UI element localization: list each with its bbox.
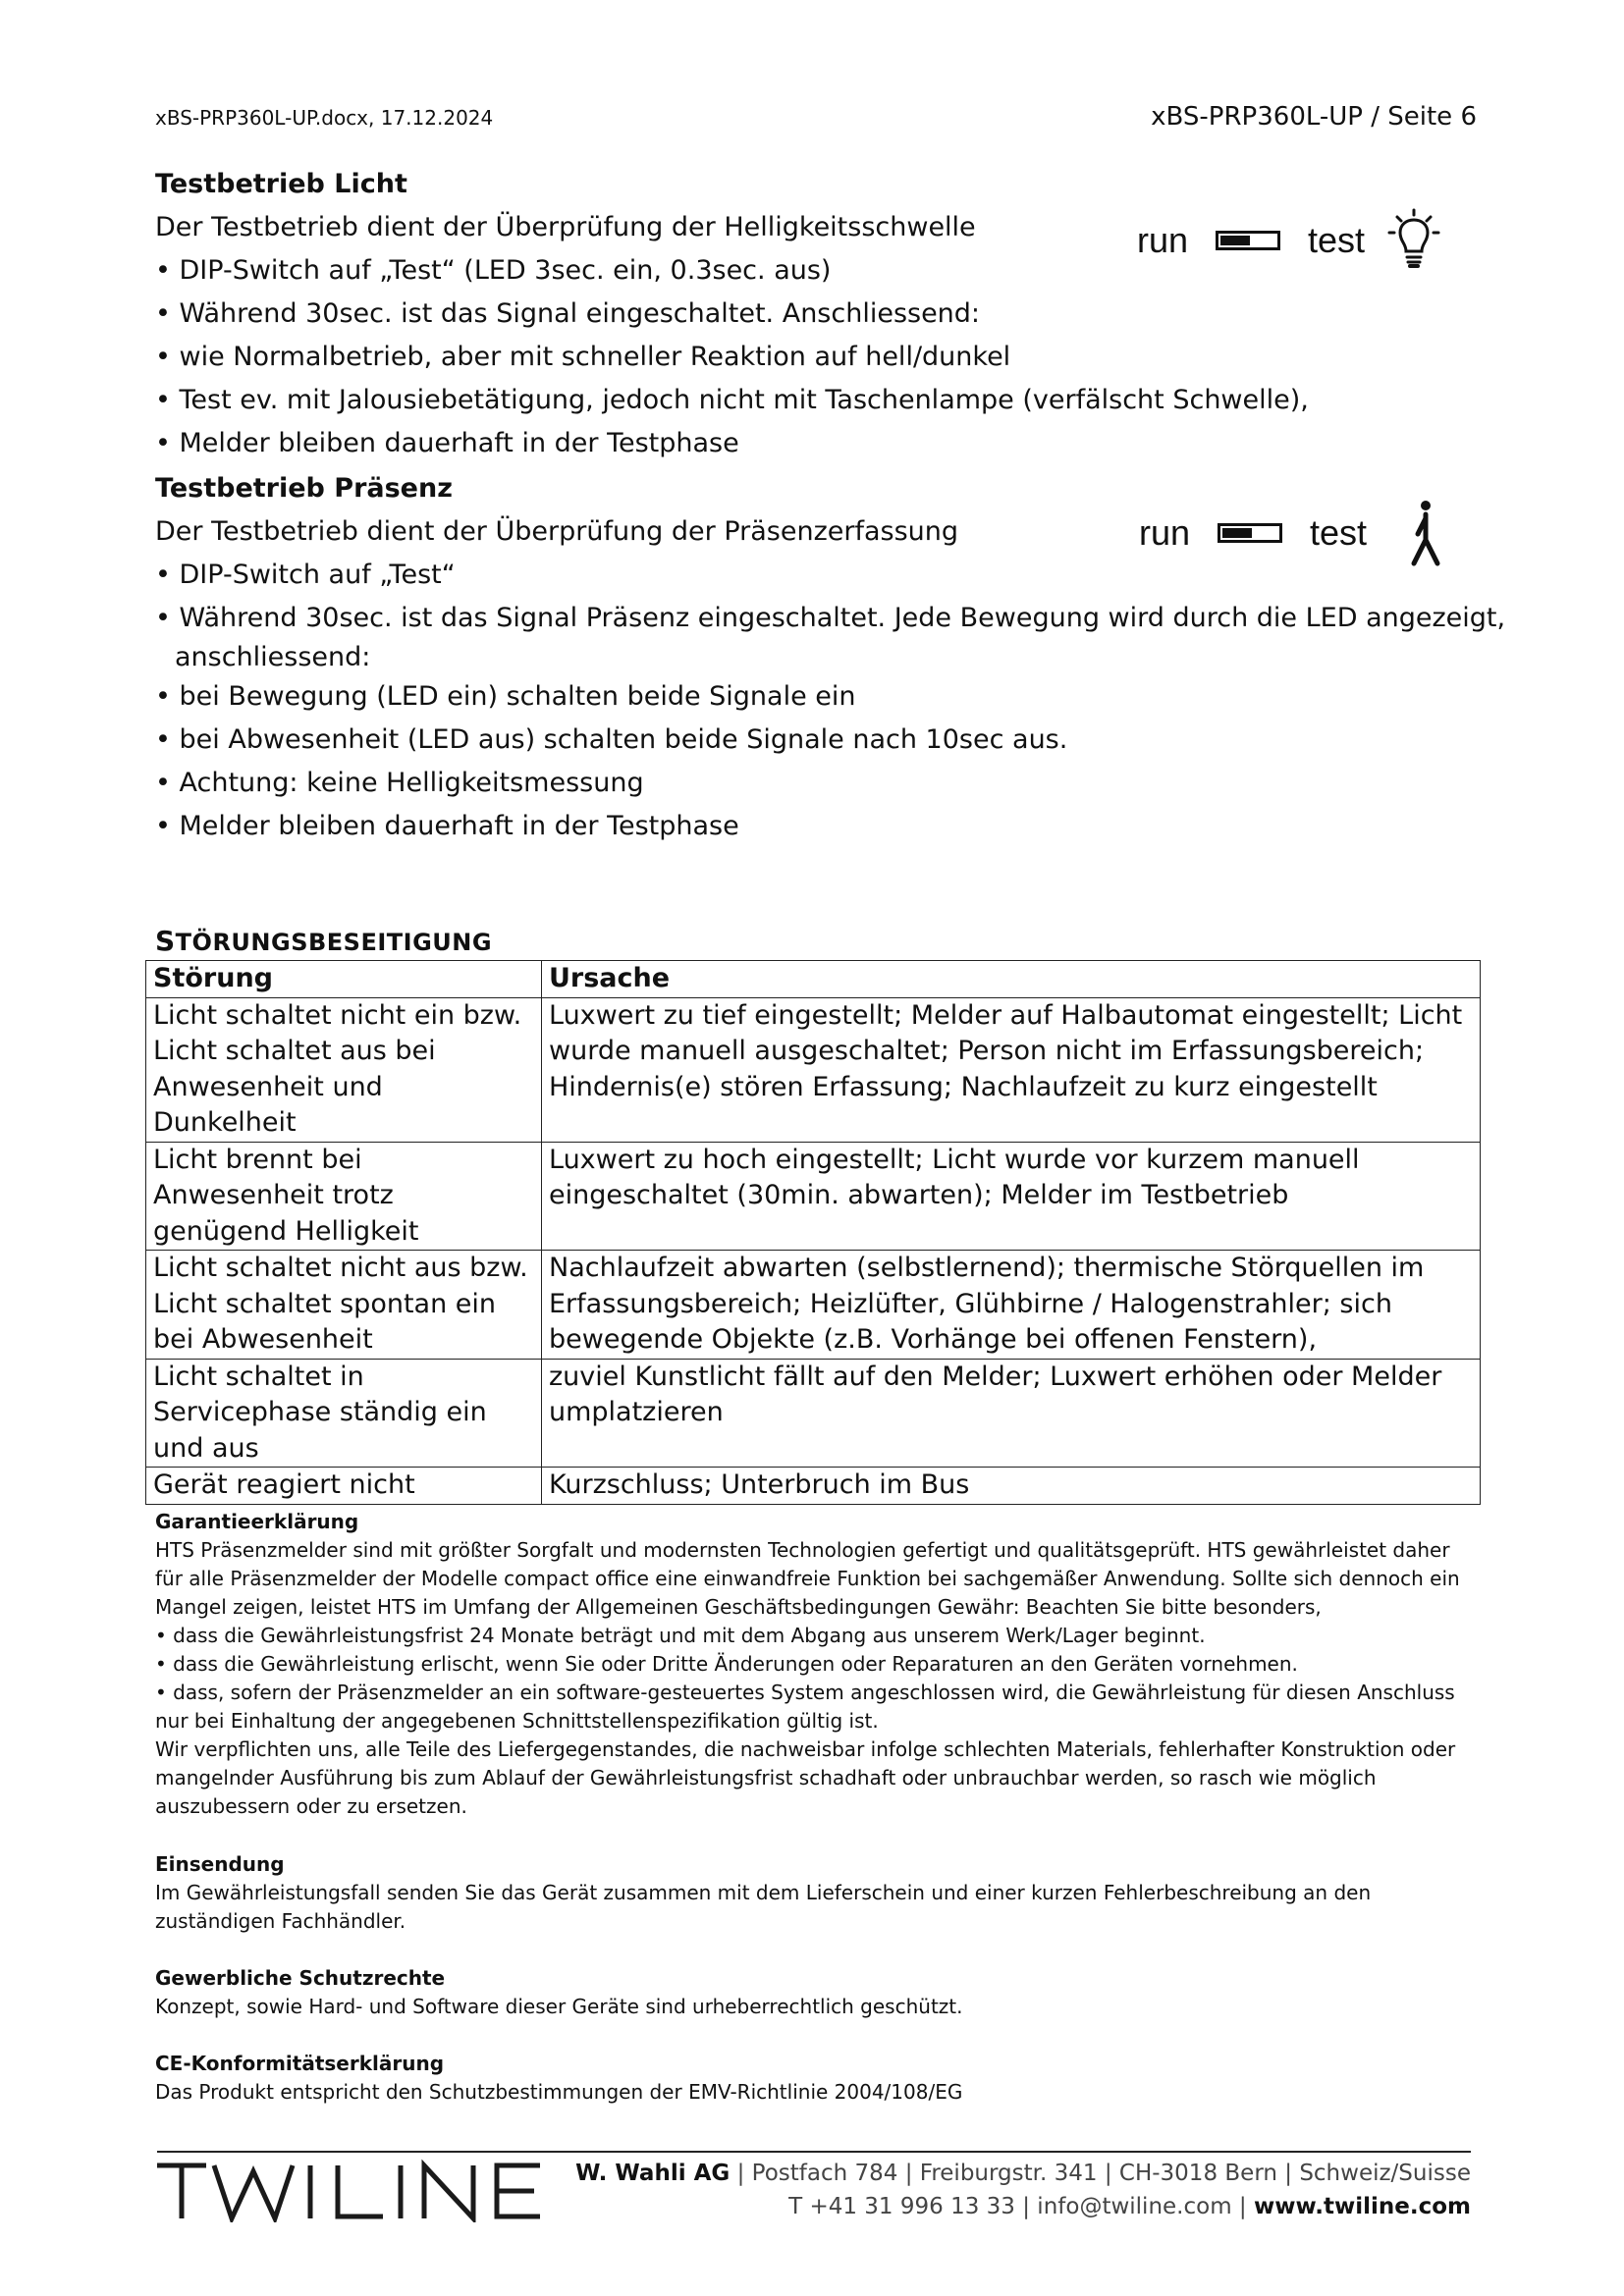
cause-cell: zuviel Kunstlicht fällt auf den Melder; Luxwert erhöhen oder Melder umplatzieren	[542, 1359, 1481, 1468]
troubleshooting-table	[145, 960, 1481, 1505]
section-title: Testbetrieb Licht	[155, 169, 407, 199]
bullet-item: • bei Bewegung (LED ein) schalten beide Signale ein	[155, 681, 856, 712]
bullet-item: • Melder bleiben dauerhaft in der Testphase	[155, 428, 739, 458]
table-row	[146, 997, 1481, 1142]
bullet-item: • Test ev. mit Jalousiebetätigung, jedoch nicht mit Taschenlampe (verfälscht Schwelle),	[155, 385, 1309, 415]
troubleshooting-title: STÖRUNGSBESEITIGUNG	[155, 925, 493, 957]
table-row	[146, 1359, 1481, 1468]
section-title: Gewerbliche Schutzrechte	[155, 1966, 446, 1990]
bullet-item: • dass die Gewährleistungsfrist 24 Monate beträgt und mit dem Abgang aus unserem Werk/Lager beginnt.	[155, 1624, 1206, 1647]
company-name: W. Wahli AG	[575, 2161, 731, 2186]
bullet-item: • bei Abwesenheit (LED aus) schalten beide Signale nach 10sec aus.	[155, 724, 1068, 755]
header-filename: xBS-PRP360L-UP.docx, 17.12.2024	[155, 106, 494, 130]
dip-switch-icon	[1216, 231, 1280, 250]
fault-cell: Gerät reagiert nicht	[146, 1468, 542, 1505]
switch-test-label: test	[1308, 220, 1366, 260]
section-ce	[155, 2050, 1471, 2107]
text-line: Das Produkt entspricht den Schutzbestimmungen der EMV-Richtlinie 2004/108/EG	[155, 2080, 963, 2104]
bullet-item: • DIP-Switch auf „Test“	[155, 560, 456, 590]
twiline-logo-icon	[155, 2158, 558, 2222]
text-line: zuständigen Fachhändler.	[155, 1909, 406, 1933]
table-row	[146, 1251, 1481, 1360]
fault-cell: Licht schaltet in Servicephase ständig ein und aus	[146, 1359, 542, 1468]
cause-cell: Nachlaufzeit abwarten (selbstlernend); thermische Störquellen im Erfassungsbereich; Heizlüfter, Glühbirne / Halogenstrahler; sich bewegende Objekte (z.B. Vorhänge bei offenen Fenstern),	[542, 1251, 1481, 1360]
twiline-logo	[155, 2158, 558, 2226]
bullet-item: • Während 30sec. ist das Signal eingeschaltet. Anschliessend:	[155, 298, 981, 329]
section-title: CE-Konformitätserklärung	[155, 2052, 445, 2075]
text-line: Im Gewährleistungsfall senden Sie das Gerät zusammen mit dem Lieferschein und einer kurzen Fehlerbeschreibung an den	[155, 1881, 1372, 1904]
text-line: Mangel zeigen, leistet HTS im Umfang der Allgemeinen Geschäftsbedingungen Gewähr: Beachten Sie bitte besonders,	[155, 1595, 1322, 1619]
text-line: HTS Präsenzmelder sind mit größter Sorgfalt und modernsten Technologien gefertigt und qualitätsgeprüft. HTS gewährleistet daher	[155, 1538, 1450, 1562]
bullet-item: • Während 30sec. ist das Signal Präsenz eingeschaltet. Jede Bewegung wird durch die LED angezeigt,	[155, 603, 1506, 633]
postal-address: | Postfach 784 | Freiburgstr. 341 | CH-3018 Bern | Schweiz/Suisse	[730, 2161, 1471, 2186]
bullet-item: • DIP-Switch auf „Test“ (LED 3sec. ein, 0.3sec. aus)	[155, 255, 832, 286]
contact-info: T +41 31 996 13 33 | info@twiline.com |	[788, 2194, 1254, 2219]
text-line: mangelnder Ausführung bis zum Ablauf der Gewährleistungsfrist schadhaft oder unbrauchbar werden, so rasch wie möglich	[155, 1766, 1377, 1789]
table-row	[146, 1142, 1481, 1251]
text-line: nur bei Einhaltung der angegebenen Schnittstellenspezifikation gültig ist.	[155, 1709, 879, 1733]
footer-divider	[157, 2151, 1471, 2153]
switch-run-label: run	[1139, 512, 1191, 553]
cause-cell: Luxwert zu tief eingestellt; Melder auf Halbautomat eingestellt; Licht wurde manuell ausgeschaltet; Person nicht im Erfassungsbereich; Hindernis(e) stören Erfassung; Nachlaufzeit zu kurz eingestellt	[542, 997, 1481, 1142]
section-warranty	[155, 1508, 1471, 1821]
dip-switch-presence-diagram	[1139, 499, 1445, 567]
cause-cell: Luxwert zu hoch eingestellt; Licht wurde vor kurzem manuell eingeschaltet (30min. abwarten); Melder im Testbetrieb	[542, 1142, 1481, 1251]
cause-cell: Kurzschluss; Unterbruch im Bus	[542, 1468, 1481, 1505]
column-header: Störung	[146, 961, 542, 998]
table-header-row	[146, 961, 1481, 998]
bullet-item: • Melder bleiben dauerhaft in der Testphase	[155, 811, 739, 841]
dip-switch-icon	[1218, 523, 1282, 543]
website-link[interactable]: www.twiline.com	[1253, 2194, 1471, 2219]
bullet-item-continuation: anschliessend:	[175, 642, 371, 672]
text-line: Konzept, sowie Hard- und Software dieser Geräte sind urheberrechtlich geschützt.	[155, 1995, 963, 2018]
switch-run-label: run	[1137, 220, 1189, 260]
text-line: Der Testbetrieb dient der Überprüfung der Helligkeitsschwelle	[155, 212, 976, 242]
section-shipping	[155, 1850, 1471, 1936]
dip-switch-light-diagram	[1137, 208, 1441, 273]
switch-test-label: test	[1310, 512, 1368, 553]
bullet-item: • Achtung: keine Helligkeitsmessung	[155, 768, 644, 798]
section-title: Testbetrieb Präsenz	[155, 473, 453, 504]
company-address	[575, 2157, 1471, 2223]
header-page-number: xBS-PRP360L-UP / Seite 6	[1151, 102, 1477, 132]
section-title: Einsendung	[155, 1852, 285, 1876]
table-row	[146, 1468, 1481, 1505]
fault-cell: Licht brennt bei Anwesenheit trotz genügend Helligkeit	[146, 1142, 542, 1251]
bullet-item: • wie Normalbetrieb, aber mit schneller Reaktion auf hell/dunkel	[155, 342, 1011, 372]
text-line: Wir verpflichten uns, alle Teile des Liefergegenstandes, die nachweisbar infolge schlechten Materials, fehlerhafter Konstruktion oder	[155, 1737, 1456, 1761]
text-line: auszubessern oder zu ersetzen.	[155, 1794, 467, 1818]
bullet-item: • dass, sofern der Präsenzmelder an ein software-gesteuertes System angeschlossen wird, die Gewährleistung für diesen Anschluss	[155, 1681, 1455, 1704]
lightbulb-icon	[1386, 208, 1441, 273]
text-line: Der Testbetrieb dient der Überprüfung der Präsenzerfassung	[155, 516, 959, 547]
text-line: für alle Präsenzmelder der Modelle compact office eine einwandfreie Funktion bei sachgemäßer Anwendung. Sollte sich dennoch ein	[155, 1567, 1460, 1590]
walking-person-icon	[1406, 499, 1445, 567]
column-header: Ursache	[542, 961, 1481, 998]
section-title: Garantieerklärung	[155, 1510, 359, 1533]
fault-cell: Licht schaltet nicht ein bzw. Licht schaltet aus bei Anwesenheit und Dunkelheit	[146, 997, 542, 1142]
section-rights	[155, 1964, 1471, 2021]
bullet-item: • dass die Gewährleistung erlischt, wenn Sie oder Dritte Änderungen oder Reparaturen an den Geräten vornehmen.	[155, 1652, 1298, 1676]
fault-cell: Licht schaltet nicht aus bzw. Licht schaltet spontan ein bei Abwesenheit	[146, 1251, 542, 1360]
